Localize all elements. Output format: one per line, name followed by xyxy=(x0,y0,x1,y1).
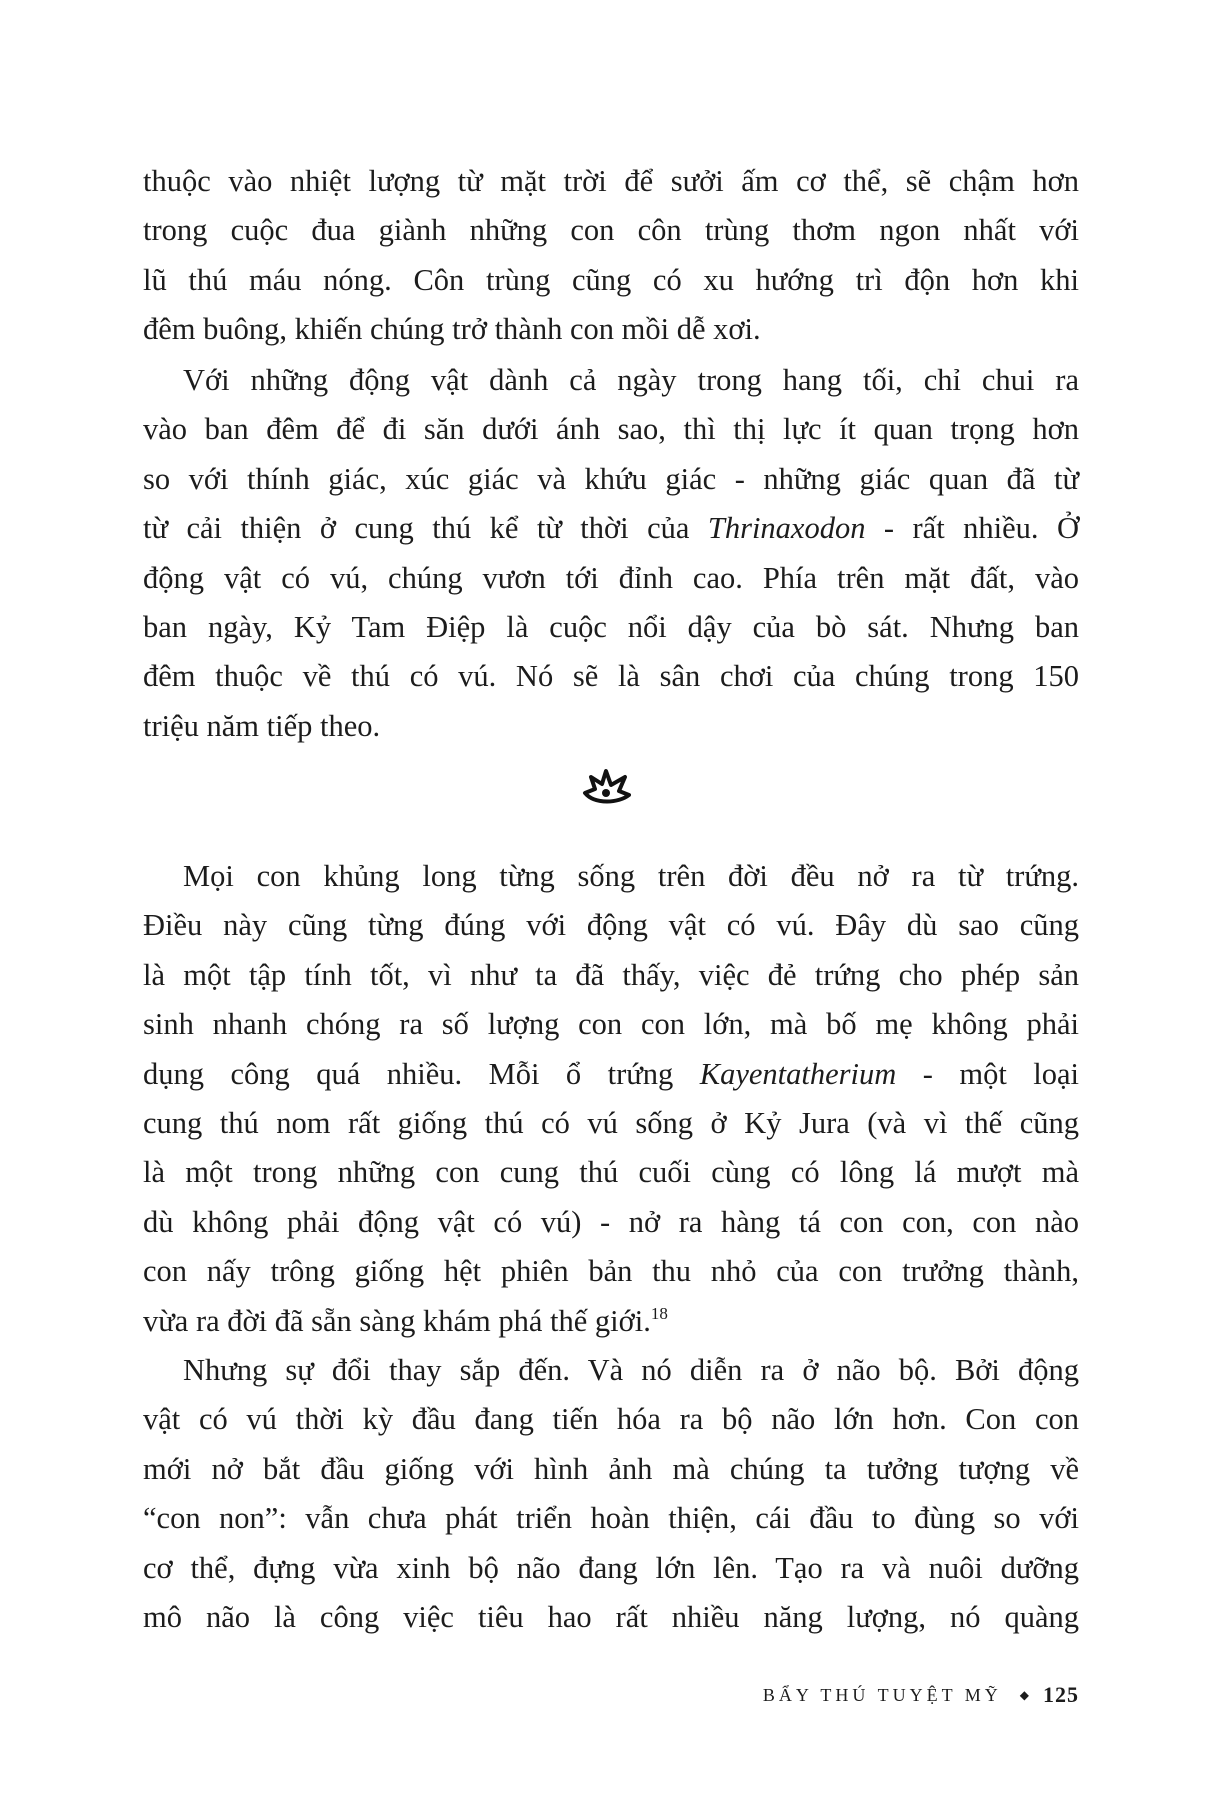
text-line: Nhưng sự đổi thay sắp đến. Và nó diễn ra ở não bộ. Bởi động xyxy=(183,1353,1079,1387)
text-run: - rất nhiều. Ở xyxy=(865,511,1079,546)
paragraph-1 xyxy=(143,157,1079,355)
text-line: ban ngày, Kỷ Tam Điệp là cuộc nổi dậy của bò sát. Nhưng ban xyxy=(143,609,1079,644)
page-footer xyxy=(763,1682,1079,1708)
text-run: vừa ra đời đã sẵn sàng khám phá thế giới. xyxy=(143,1303,651,1338)
text-line xyxy=(143,1050,1079,1099)
text-line: vật có vú thời kỳ đầu đang tiến hóa ra bộ não lớn hơn. Con con xyxy=(143,1402,1079,1437)
paragraph-4 xyxy=(143,1346,1079,1642)
text-line: mô não là công việc tiêu hao rất nhiều năng lượng, nó quàng xyxy=(143,1599,1079,1634)
text-line xyxy=(143,504,1079,553)
paragraph-3 xyxy=(143,852,1079,1346)
text-line: đêm thuộc về thú có vú. Nó sẽ là sân chơi của chúng trong 150 xyxy=(143,659,1079,694)
paragraph-2 xyxy=(143,356,1079,751)
text-line: “con non”: vẫn chưa phát triển hoàn thiện, cái đầu to đùng so với xyxy=(143,1501,1079,1536)
text-line: cơ thể, đựng vừa xinh bộ não đang lớn lên. Tạo ra và nuôi dưỡng xyxy=(143,1550,1079,1585)
text-line: vào ban đêm để đi săn dưới ánh sao, thì thị lực ít quan trọng hơn xyxy=(143,412,1079,447)
text-line: con nấy trông giống hệt phiên bản thu nhỏ của con trưởng thành, xyxy=(143,1254,1079,1289)
text-line: sinh nhanh chóng ra số lượng con con lớn, mà bố mẹ không phải xyxy=(143,1007,1079,1042)
footnote-marker[interactable]: 18 xyxy=(650,1303,668,1323)
species-name-italic: Thrinaxodon xyxy=(707,511,866,546)
text-line: lũ thú máu nóng. Côn trùng cũng có xu hướng trì độn hơn khi xyxy=(143,262,1079,297)
text-line: dù không phải động vật có vú) - nở ra hàng tá con con, con nào xyxy=(143,1204,1079,1239)
text-run: - một loại xyxy=(896,1056,1080,1091)
text-line: cung thú nom rất giống thú có vú sống ở Kỷ Jura (và vì thế cũng xyxy=(143,1105,1079,1140)
text-line: động vật có vú, chúng vươn tới đỉnh cao. Phía trên mặt đất, vào xyxy=(143,560,1079,595)
text-line: là một trong những con cung thú cuối cùng có lông lá mượt mà xyxy=(143,1155,1079,1190)
text-line: trong cuộc đua giành những con côn trùng thơm ngon nhất với xyxy=(143,213,1079,248)
running-title: BẨY THÚ TUYỆT MỸ xyxy=(762,1684,1002,1705)
text-run: dụng công quá nhiều. Mỗi ổ trứng xyxy=(143,1056,700,1091)
text-line: Với những động vật dành cả ngày trong hang tối, chỉ chui ra xyxy=(183,363,1079,397)
text-line: thuộc vào nhiệt lượng từ mặt trời để sưởi ấm cơ thể, sẽ chậm hơn xyxy=(143,164,1079,198)
page-number: 125 xyxy=(1043,1682,1079,1707)
text-line: đêm buông, khiến chúng trở thành con mồi dễ xơi. xyxy=(143,312,761,347)
text-line xyxy=(143,1297,1079,1346)
text-line: mới nở bắt đầu giống với hình ảnh mà chúng ta tưởng tượng về xyxy=(143,1451,1079,1486)
text-line: so với thính giác, xúc giác và khứu giác - những giác quan đã từ xyxy=(143,461,1079,496)
diamond-separator-icon: ◆ xyxy=(1019,1687,1029,1702)
text-line: triệu năm tiếp theo. xyxy=(143,708,381,743)
text-run: từ cải thiện ở cung thú kể từ thời của xyxy=(143,511,708,546)
text-line: Mọi con khủng long từng sống trên đời đều nở ra từ trứng. xyxy=(183,859,1079,893)
text-line: Điều này cũng từng đúng với động vật có vú. Đây dù sao cũng xyxy=(143,908,1079,943)
text-line: là một tập tính tốt, vì như ta đã thấy, việc đẻ trứng cho phép sản xyxy=(143,957,1079,992)
species-name-italic: Kayentatherium xyxy=(699,1056,897,1091)
lotus-flower-icon xyxy=(581,767,631,809)
